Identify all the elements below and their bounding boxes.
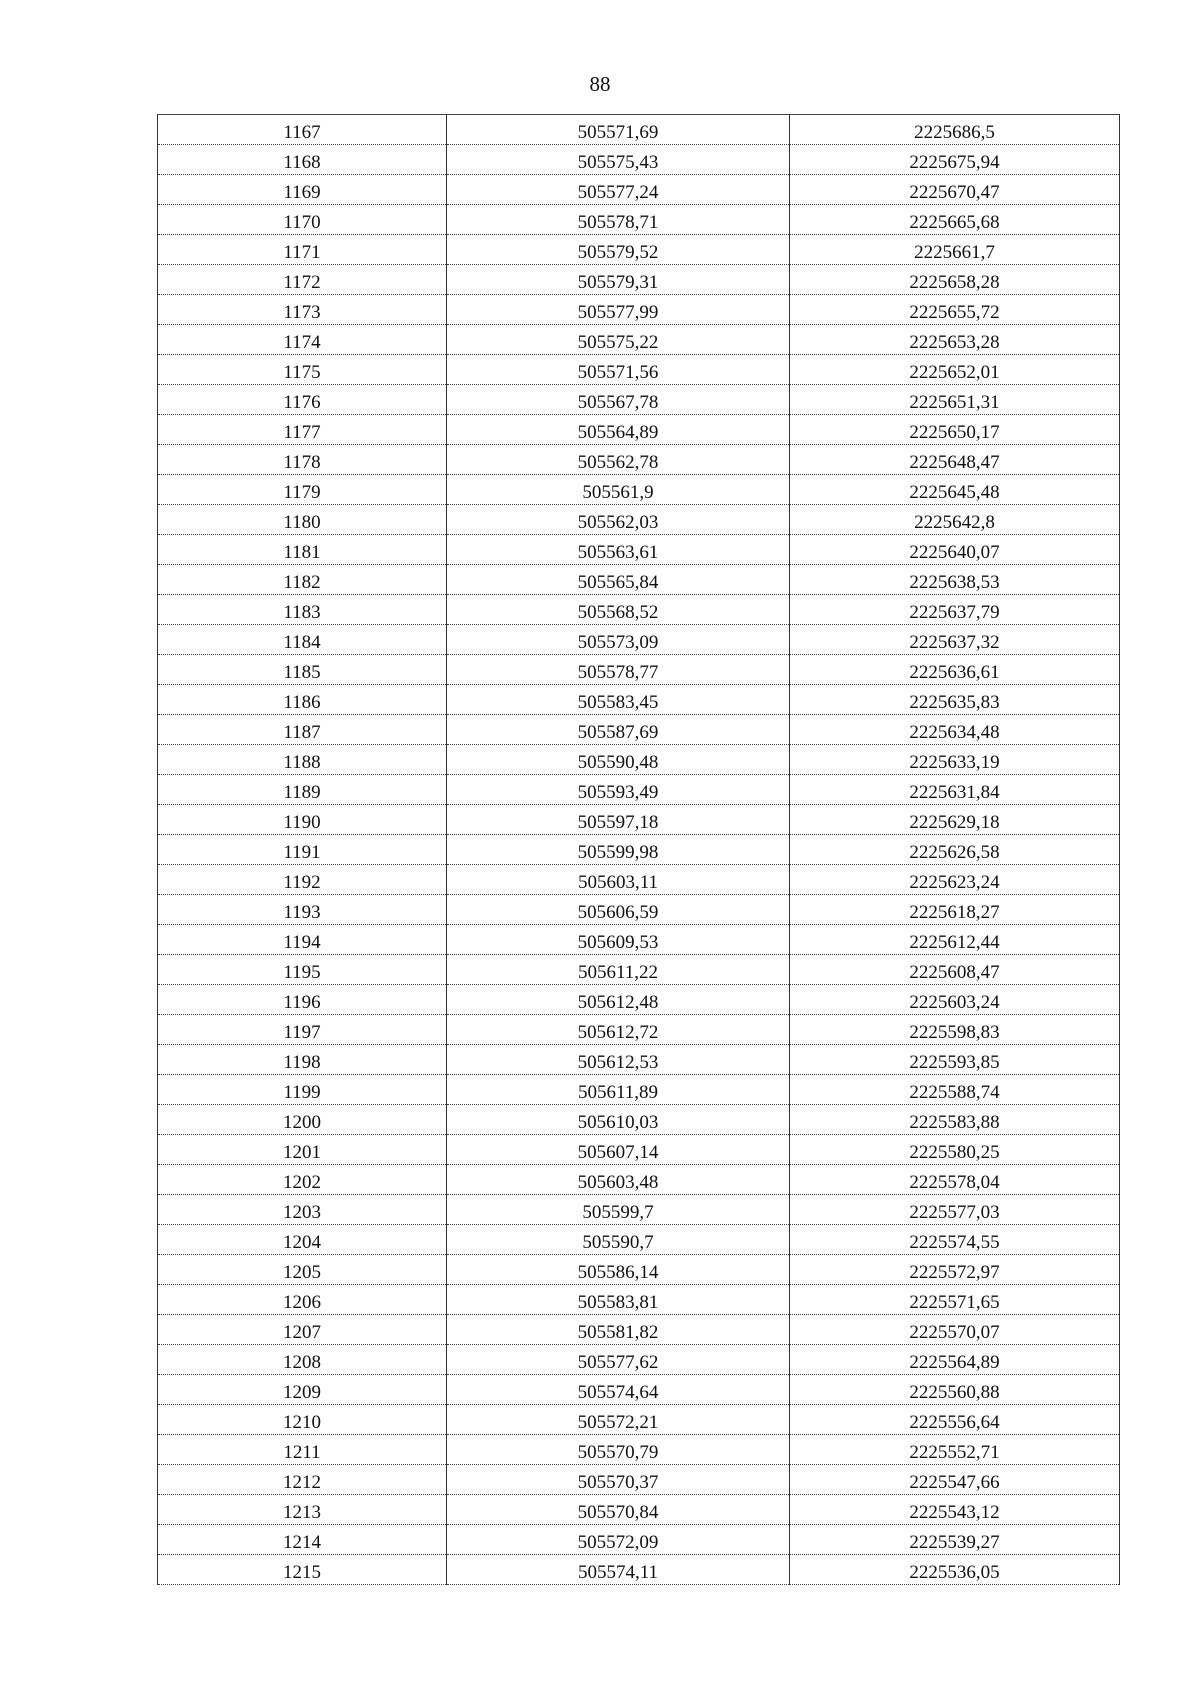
y-coordinate-cell: 2225634,48 [790, 715, 1120, 745]
point-number-cell: 1184 [158, 625, 447, 655]
table-row [158, 325, 1120, 355]
point-number-cell: 1186 [158, 685, 447, 715]
point-number-cell: 1188 [158, 745, 447, 775]
y-coordinate-cell: 2225675,94 [790, 145, 1120, 175]
y-coordinate-cell: 2225648,47 [790, 445, 1120, 475]
x-coordinate-cell: 505603,11 [447, 865, 790, 895]
table-row [158, 475, 1120, 505]
x-coordinate-cell: 505581,82 [447, 1315, 790, 1345]
point-number-cell: 1189 [158, 775, 447, 805]
table-row [158, 745, 1120, 775]
x-coordinate-cell: 505568,52 [447, 595, 790, 625]
x-coordinate-cell: 505574,11 [447, 1555, 790, 1585]
point-number-cell: 1195 [158, 955, 447, 985]
table-row [158, 1405, 1120, 1435]
table-row [158, 295, 1120, 325]
y-coordinate-cell: 2225626,58 [790, 835, 1120, 865]
table-row [158, 625, 1120, 655]
x-coordinate-cell: 505570,79 [447, 1435, 790, 1465]
point-number-cell: 1171 [158, 235, 447, 265]
y-coordinate-cell: 2225658,28 [790, 265, 1120, 295]
x-coordinate-cell: 505564,89 [447, 415, 790, 445]
y-coordinate-cell: 2225598,83 [790, 1015, 1120, 1045]
x-coordinate-cell: 505583,81 [447, 1285, 790, 1315]
table-row [158, 505, 1120, 535]
table-row [158, 1345, 1120, 1375]
y-coordinate-cell: 2225637,79 [790, 595, 1120, 625]
y-coordinate-cell: 2225588,74 [790, 1075, 1120, 1105]
point-number-cell: 1209 [158, 1375, 447, 1405]
coordinates-table [157, 114, 1120, 1585]
table-row [158, 1315, 1120, 1345]
x-coordinate-cell: 505563,61 [447, 535, 790, 565]
point-number-cell: 1168 [158, 145, 447, 175]
table-row [158, 1525, 1120, 1555]
x-coordinate-cell: 505571,69 [447, 115, 790, 145]
x-coordinate-cell: 505607,14 [447, 1135, 790, 1165]
point-number-cell: 1214 [158, 1525, 447, 1555]
y-coordinate-cell: 2225638,53 [790, 565, 1120, 595]
table-row [158, 1465, 1120, 1495]
x-coordinate-cell: 505610,03 [447, 1105, 790, 1135]
x-coordinate-cell: 505561,9 [447, 475, 790, 505]
x-coordinate-cell: 505577,24 [447, 175, 790, 205]
x-coordinate-cell: 505599,98 [447, 835, 790, 865]
point-number-cell: 1204 [158, 1225, 447, 1255]
y-coordinate-cell: 2225564,89 [790, 1345, 1120, 1375]
x-coordinate-cell: 505583,45 [447, 685, 790, 715]
point-number-cell: 1201 [158, 1135, 447, 1165]
table-row [158, 775, 1120, 805]
table-row [158, 535, 1120, 565]
x-coordinate-cell: 505603,48 [447, 1165, 790, 1195]
point-number-cell: 1170 [158, 205, 447, 235]
table-row [158, 685, 1120, 715]
table-row [158, 175, 1120, 205]
point-number-cell: 1177 [158, 415, 447, 445]
y-coordinate-cell: 2225650,17 [790, 415, 1120, 445]
x-coordinate-cell: 505565,84 [447, 565, 790, 595]
x-coordinate-cell: 505572,09 [447, 1525, 790, 1555]
point-number-cell: 1212 [158, 1465, 447, 1495]
point-number-cell: 1193 [158, 895, 447, 925]
table-row [158, 805, 1120, 835]
table-row [158, 205, 1120, 235]
x-coordinate-cell: 505609,53 [447, 925, 790, 955]
y-coordinate-cell: 2225665,68 [790, 205, 1120, 235]
y-coordinate-cell: 2225637,32 [790, 625, 1120, 655]
point-number-cell: 1176 [158, 385, 447, 415]
y-coordinate-cell: 2225543,12 [790, 1495, 1120, 1525]
point-number-cell: 1198 [158, 1045, 447, 1075]
table-row [158, 1195, 1120, 1225]
page-number: 88 [589, 72, 611, 96]
point-number-cell: 1169 [158, 175, 447, 205]
point-number-cell: 1179 [158, 475, 447, 505]
table-row [158, 715, 1120, 745]
point-number-cell: 1192 [158, 865, 447, 895]
point-number-cell: 1200 [158, 1105, 447, 1135]
y-coordinate-cell: 2225577,03 [790, 1195, 1120, 1225]
point-number-cell: 1185 [158, 655, 447, 685]
point-number-cell: 1213 [158, 1495, 447, 1525]
x-coordinate-cell: 505593,49 [447, 775, 790, 805]
y-coordinate-cell: 2225623,24 [790, 865, 1120, 895]
y-coordinate-cell: 2225655,72 [790, 295, 1120, 325]
table-row [158, 565, 1120, 595]
table-row [158, 385, 1120, 415]
x-coordinate-cell: 505562,03 [447, 505, 790, 535]
x-coordinate-cell: 505612,53 [447, 1045, 790, 1075]
x-coordinate-cell: 505577,62 [447, 1345, 790, 1375]
y-coordinate-cell: 2225608,47 [790, 955, 1120, 985]
x-coordinate-cell: 505586,14 [447, 1255, 790, 1285]
table-row [158, 925, 1120, 955]
y-coordinate-cell: 2225640,07 [790, 535, 1120, 565]
point-number-cell: 1206 [158, 1285, 447, 1315]
point-number-cell: 1202 [158, 1165, 447, 1195]
table-row [158, 415, 1120, 445]
point-number-cell: 1178 [158, 445, 447, 475]
point-number-cell: 1208 [158, 1345, 447, 1375]
x-coordinate-cell: 505611,89 [447, 1075, 790, 1105]
point-number-cell: 1187 [158, 715, 447, 745]
table-row [158, 955, 1120, 985]
y-coordinate-cell: 2225560,88 [790, 1375, 1120, 1405]
table-row [158, 1135, 1120, 1165]
y-coordinate-cell: 2225642,8 [790, 505, 1120, 535]
x-coordinate-cell: 505567,78 [447, 385, 790, 415]
x-coordinate-cell: 505573,09 [447, 625, 790, 655]
table-row [158, 895, 1120, 925]
x-coordinate-cell: 505575,43 [447, 145, 790, 175]
table-row [158, 115, 1120, 145]
table-row [158, 865, 1120, 895]
y-coordinate-cell: 2225636,61 [790, 655, 1120, 685]
x-coordinate-cell: 505587,69 [447, 715, 790, 745]
y-coordinate-cell: 2225686,5 [790, 115, 1120, 145]
table-row [158, 1255, 1120, 1285]
x-coordinate-cell: 505599,7 [447, 1195, 790, 1225]
table-row [158, 595, 1120, 625]
x-coordinate-cell: 505570,37 [447, 1465, 790, 1495]
point-number-cell: 1203 [158, 1195, 447, 1225]
point-number-cell: 1205 [158, 1255, 447, 1285]
x-coordinate-cell: 505574,64 [447, 1375, 790, 1405]
y-coordinate-cell: 2225574,55 [790, 1225, 1120, 1255]
table-row [158, 1435, 1120, 1465]
y-coordinate-cell: 2225635,83 [790, 685, 1120, 715]
y-coordinate-cell: 2225629,18 [790, 805, 1120, 835]
x-coordinate-cell: 505577,99 [447, 295, 790, 325]
table-row [158, 1045, 1120, 1075]
x-coordinate-cell: 505606,59 [447, 895, 790, 925]
x-coordinate-cell: 505597,18 [447, 805, 790, 835]
x-coordinate-cell: 505612,72 [447, 1015, 790, 1045]
y-coordinate-cell: 2225580,25 [790, 1135, 1120, 1165]
table-row [158, 1015, 1120, 1045]
table-row [158, 835, 1120, 865]
point-number-cell: 1183 [158, 595, 447, 625]
x-coordinate-cell: 505571,56 [447, 355, 790, 385]
y-coordinate-cell: 2225556,64 [790, 1405, 1120, 1435]
table-row [158, 1495, 1120, 1525]
y-coordinate-cell: 2225547,66 [790, 1465, 1120, 1495]
y-coordinate-cell: 2225633,19 [790, 745, 1120, 775]
point-number-cell: 1181 [158, 535, 447, 565]
y-coordinate-cell: 2225571,65 [790, 1285, 1120, 1315]
coordinates-table-body [158, 115, 1120, 1585]
x-coordinate-cell: 505570,84 [447, 1495, 790, 1525]
y-coordinate-cell: 2225572,97 [790, 1255, 1120, 1285]
x-coordinate-cell: 505562,78 [447, 445, 790, 475]
x-coordinate-cell: 505575,22 [447, 325, 790, 355]
y-coordinate-cell: 2225653,28 [790, 325, 1120, 355]
y-coordinate-cell: 2225593,85 [790, 1045, 1120, 1075]
x-coordinate-cell: 505590,7 [447, 1225, 790, 1255]
table-row [158, 1105, 1120, 1135]
table-row [158, 1075, 1120, 1105]
point-number-cell: 1190 [158, 805, 447, 835]
y-coordinate-cell: 2225618,27 [790, 895, 1120, 925]
point-number-cell: 1211 [158, 1435, 447, 1465]
point-number-cell: 1194 [158, 925, 447, 955]
x-coordinate-cell: 505579,31 [447, 265, 790, 295]
table-row [158, 1165, 1120, 1195]
x-coordinate-cell: 505572,21 [447, 1405, 790, 1435]
table-row [158, 445, 1120, 475]
y-coordinate-cell: 2225670,47 [790, 175, 1120, 205]
y-coordinate-cell: 2225552,71 [790, 1435, 1120, 1465]
y-coordinate-cell: 2225651,31 [790, 385, 1120, 415]
x-coordinate-cell: 505579,52 [447, 235, 790, 265]
point-number-cell: 1207 [158, 1315, 447, 1345]
point-number-cell: 1172 [158, 265, 447, 295]
point-number-cell: 1199 [158, 1075, 447, 1105]
point-number-cell: 1180 [158, 505, 447, 535]
point-number-cell: 1173 [158, 295, 447, 325]
point-number-cell: 1197 [158, 1015, 447, 1045]
y-coordinate-cell: 2225578,04 [790, 1165, 1120, 1195]
y-coordinate-cell: 2225536,05 [790, 1555, 1120, 1585]
point-number-cell: 1215 [158, 1555, 447, 1585]
y-coordinate-cell: 2225539,27 [790, 1525, 1120, 1555]
table-row [158, 1225, 1120, 1255]
point-number-cell: 1182 [158, 565, 447, 595]
point-number-cell: 1167 [158, 115, 447, 145]
point-number-cell: 1196 [158, 985, 447, 1015]
x-coordinate-cell: 505612,48 [447, 985, 790, 1015]
x-coordinate-cell: 505611,22 [447, 955, 790, 985]
table-row [158, 1285, 1120, 1315]
table-row [158, 1555, 1120, 1585]
point-number-cell: 1175 [158, 355, 447, 385]
table-row [158, 655, 1120, 685]
table-row [158, 355, 1120, 385]
y-coordinate-cell: 2225612,44 [790, 925, 1120, 955]
y-coordinate-cell: 2225661,7 [790, 235, 1120, 265]
table-row [158, 265, 1120, 295]
y-coordinate-cell: 2225652,01 [790, 355, 1120, 385]
y-coordinate-cell: 2225570,07 [790, 1315, 1120, 1345]
x-coordinate-cell: 505590,48 [447, 745, 790, 775]
y-coordinate-cell: 2225631,84 [790, 775, 1120, 805]
table-row [158, 145, 1120, 175]
table-row [158, 235, 1120, 265]
point-number-cell: 1191 [158, 835, 447, 865]
y-coordinate-cell: 2225603,24 [790, 985, 1120, 1015]
y-coordinate-cell: 2225583,88 [790, 1105, 1120, 1135]
x-coordinate-cell: 505578,71 [447, 205, 790, 235]
y-coordinate-cell: 2225645,48 [790, 475, 1120, 505]
table-row [158, 1375, 1120, 1405]
point-number-cell: 1174 [158, 325, 447, 355]
table-row [158, 985, 1120, 1015]
x-coordinate-cell: 505578,77 [447, 655, 790, 685]
point-number-cell: 1210 [158, 1405, 447, 1435]
